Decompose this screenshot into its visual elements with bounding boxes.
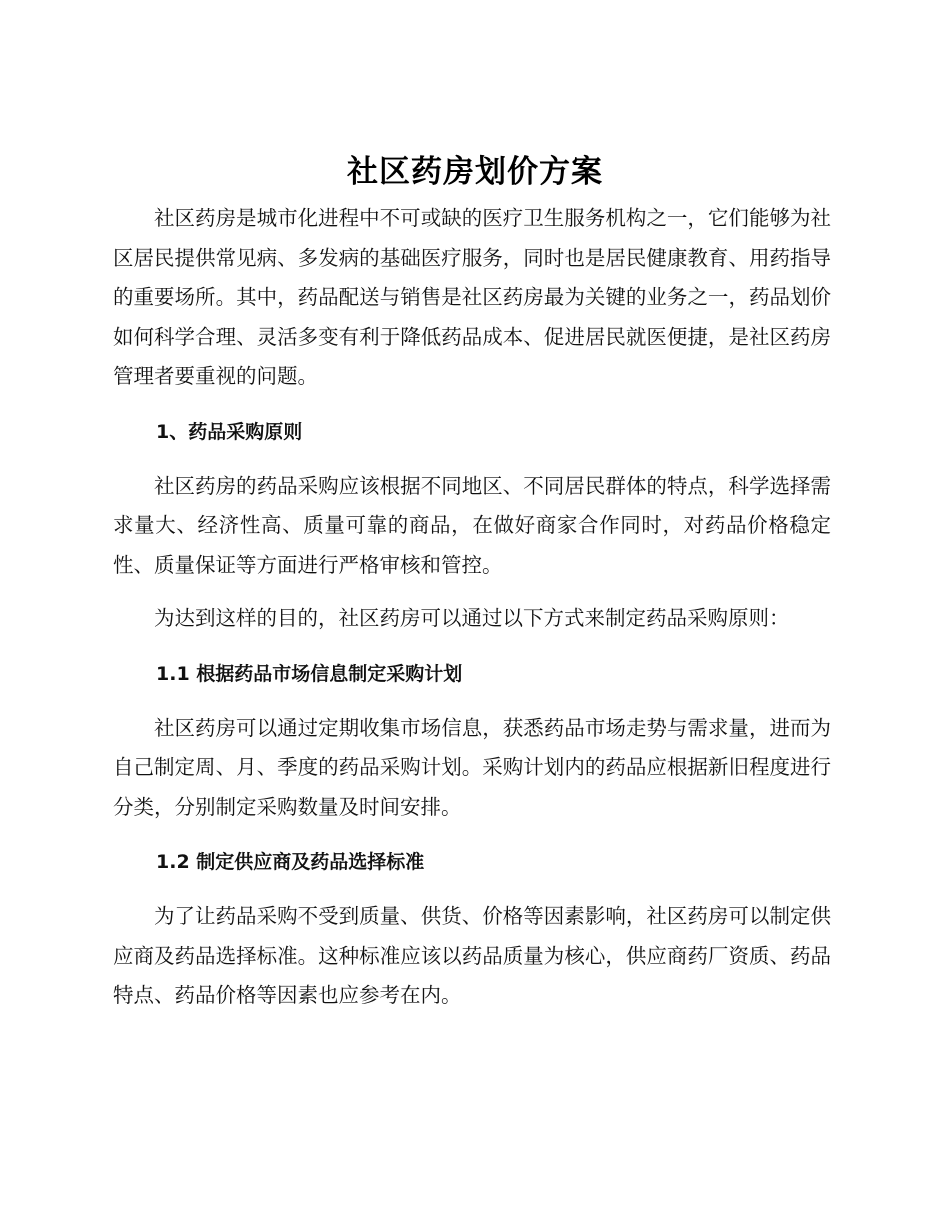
document-body: [113, 199, 831, 1016]
section-heading-1-2: 1.2 制定供应商及药品选择标准: [156, 851, 425, 873]
section-heading-1: 1、药品采购原则: [156, 420, 303, 443]
document-title: 社区药房划价方案: [347, 154, 603, 190]
section-heading-1-1: 1.1 根据药品市场信息制定采购计划: [156, 662, 463, 685]
intro-paragraph: 社区药房是城市化进程中不可或缺的医疗卫生服务机构之一，它们能够为社区居民提供常见病、多发病的基础医疗服务，同时也是居民健康教育、用药指导的重要场所。其中，药品配送与销售是社区药房最为关键的业务之一，药品划价如何科学合理、灵活多变有利于降低药品成本、促进居民就医便捷，是社区药房管理者要重视的问题。: [113, 206, 831, 388]
supplier-standard-paragraph: 为了让药品采购不受到质量、供货、价格等因素影响，社区药房可以制定供应商及药品选择标准。这种标准应该以药品质量为核心，供应商药厂资质、药品特点、药品价格等因素也应参考在内。: [113, 904, 831, 1007]
procurement-paragraph: 社区药房的药品采购应该根据不同地区、不同居民群体的特点，科学选择需求量大、经济性高、质量可靠的商品，在做好商家合作同时，对药品价格稳定性、质量保证等方面进行严格审核和管控。: [113, 473, 831, 577]
procurement-methods-paragraph: 为达到这样的目的，社区药房可以通过以下方式来制定药品采购原则：: [154, 606, 790, 630]
market-info-paragraph: 社区药房可以通过定期收集市场信息，获悉药品市场走势与需求量，进而为自己制定周、月、季度的药品采购计划。采购计划内的药品应根据新旧程度进行分类，分别制定采购数量及时间安排。: [113, 715, 831, 819]
